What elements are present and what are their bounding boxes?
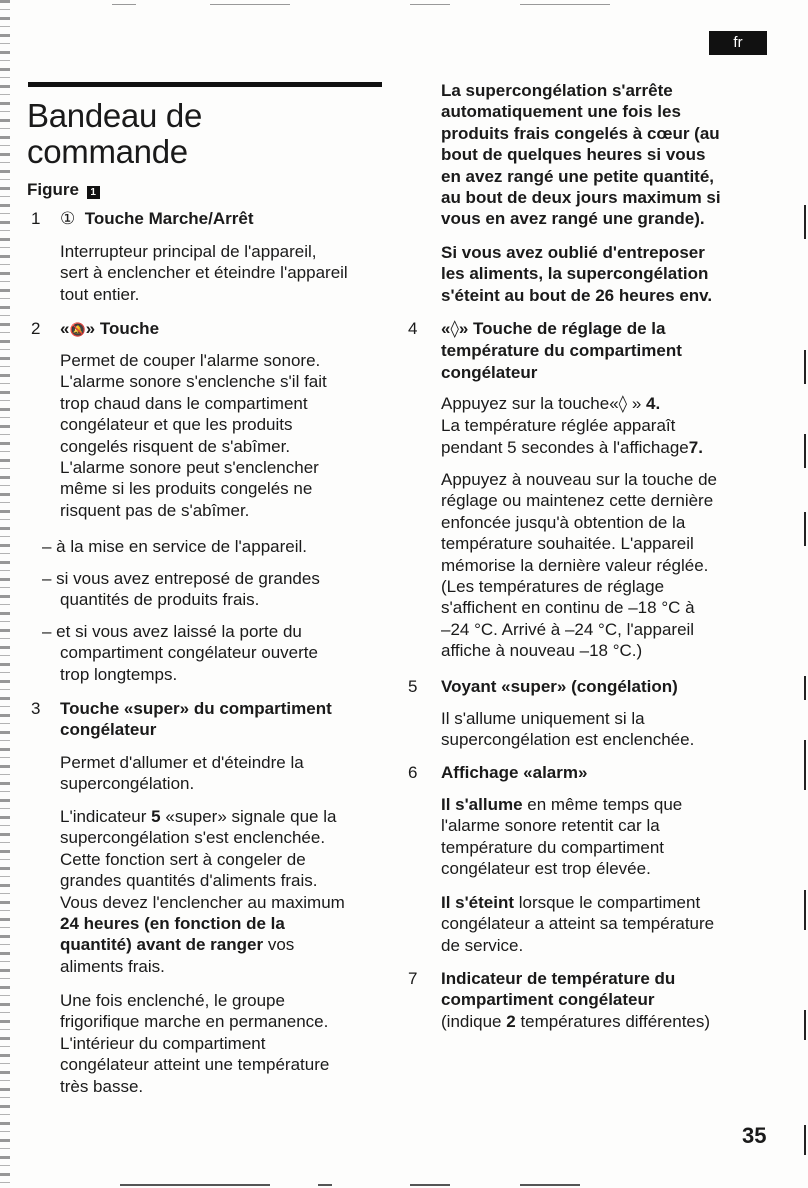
text-line: aliments frais.: [60, 956, 165, 976]
text-line: trop chaud dans le compartiment: [60, 393, 308, 413]
text-span: Il s'éteint: [441, 893, 515, 912]
text-line: congélateur a atteint sa température: [441, 914, 715, 934]
text-line: [441, 393, 703, 415]
supercongelation-note: [441, 80, 721, 230]
text-line: [60, 934, 345, 955]
scan-line: [804, 890, 806, 930]
text-line: Si vous avez oublié d'entreposer: [441, 243, 705, 262]
text-line: supercongélation s'est enclenchée.: [60, 828, 326, 848]
item-6-text-2: [441, 892, 714, 956]
scan-line: [804, 676, 806, 700]
text-line: Appuyez à nouveau sur la touche de: [441, 470, 717, 489]
item-1-text: [60, 241, 348, 305]
text-line: température du compartiment: [441, 341, 682, 361]
text-line: sert à enclencher et éteindre l'appareil: [60, 263, 348, 283]
text-line: Interrupteur principal de l'appareil,: [60, 242, 317, 261]
text-span: »: [631, 394, 642, 413]
figure-number-box: 1: [87, 186, 100, 199]
text-line: supercongélation.: [60, 774, 195, 794]
text-line: supercongélation est enclenchée.: [441, 730, 695, 750]
item-number: 7: [408, 969, 418, 988]
text-line: Indicateur de température du: [441, 969, 676, 988]
text-span: 5: [151, 807, 161, 826]
scan-edge: [0, 0, 10, 1188]
power-icon: ①: [60, 209, 76, 229]
bullet-item: [42, 536, 307, 557]
text-span: Il s'allume: [441, 795, 523, 814]
text-line: [60, 806, 345, 827]
item-3-heading: [60, 698, 332, 741]
scan-line: [804, 740, 806, 790]
text-line: (Les températures de réglage: [441, 577, 665, 597]
text-line: mémorise la dernière valeur réglée.: [441, 555, 709, 575]
quote-open: «: [441, 319, 451, 338]
temperature-set-icon: ◊: [618, 394, 628, 414]
text-line: congelés risquent de s'abîmer.: [60, 436, 291, 456]
text-line: –24 °C. Arrivé à –24 °C, l'appareil: [441, 619, 695, 639]
item-7-block: [441, 968, 710, 1032]
text-line: – et si vous avez laissé la porte du: [42, 622, 302, 641]
scan-mark: [410, 1184, 450, 1186]
text-line: tout entier.: [60, 284, 140, 304]
text-span: (indique: [441, 1011, 502, 1031]
text-line: très basse.: [60, 1076, 144, 1096]
text-span: températures différentes): [520, 1011, 711, 1031]
item-2-text: [60, 350, 327, 521]
item-number: 1: [31, 209, 41, 228]
text-line: Une fois enclenché, le groupe: [60, 991, 285, 1010]
item-3-text-2: [60, 806, 345, 977]
scan-mark: [520, 4, 610, 5]
text-line: [441, 318, 682, 340]
bullet-item: [42, 621, 318, 685]
scan-line: [804, 1125, 806, 1155]
scan-line: [804, 205, 806, 239]
text-line: congélateur atteint une température: [60, 1055, 330, 1075]
text-line: Touche «super» du compartiment: [60, 699, 332, 718]
section-rule: [28, 82, 382, 87]
item-number: 5: [408, 677, 418, 696]
text-line: L'intérieur du compartiment: [60, 1033, 266, 1053]
text-line: Il s'allume uniquement si la: [441, 709, 645, 728]
figure-reference: [27, 180, 100, 200]
language-badge: fr: [709, 31, 767, 55]
item-1-label: Touche Marche/Arrêt: [84, 209, 254, 228]
text-line: [441, 437, 703, 458]
scan-line: [804, 512, 806, 546]
text-line: température souhaitée. L'appareil: [441, 534, 694, 554]
text-span: L'indicateur: [60, 807, 147, 826]
text-span: quantité) avant de ranger: [60, 935, 264, 955]
scan-mark: [112, 4, 136, 5]
text-line: s'affichent en continu de –18 °C à: [441, 598, 695, 618]
text-span: 4.: [646, 394, 661, 413]
scan-mark: [120, 1184, 270, 1186]
scan-line: [804, 350, 806, 384]
item-5-heading: Voyant «super» (congélation): [441, 677, 678, 696]
text-line: [441, 892, 714, 913]
item-number: 3: [31, 699, 41, 718]
item-2-label: » Touche: [85, 319, 160, 338]
text-line: de service.: [441, 935, 524, 955]
text-line: – à la mise en service de l'appareil.: [42, 537, 307, 556]
text-line: bout de quelques heures si vous: [441, 145, 706, 165]
text-span: » Touche de réglage de la: [458, 319, 666, 338]
text-line: grandes quantités d'aliments frais.: [60, 871, 318, 891]
item-3-text-1: [60, 752, 304, 795]
scan-mark: [318, 1184, 332, 1186]
text-line: Permet de couper l'alarme sonore.: [60, 351, 321, 370]
page-title: [27, 98, 202, 170]
item-number: 2: [31, 319, 41, 338]
item-5-text: [441, 708, 694, 751]
text-span: vos: [267, 935, 295, 955]
text-line: La température réglée apparaît: [441, 416, 676, 436]
title-line-1: Bandeau de: [27, 97, 203, 134]
text-line: La supercongélation s'arrête: [441, 81, 673, 100]
scan-mark: [210, 4, 290, 5]
text-line: affiche à nouveau –18 °C.): [441, 641, 643, 661]
text-line: l'alarme sonore retentit car la: [441, 816, 660, 836]
text-line: Permet d'allumer et d'éteindre la: [60, 753, 304, 772]
text-line: vous en avez rangé une grande).: [441, 209, 705, 229]
text-line: [441, 1011, 710, 1032]
text-line: congélateur et que les produits: [60, 415, 293, 435]
text-line: Vous devez l'enclencher au maximum: [60, 892, 345, 912]
scan-mark: [520, 1184, 580, 1186]
title-line-2: commande: [27, 133, 188, 170]
text-span: 7.: [688, 437, 703, 457]
item-number: 6: [408, 763, 418, 782]
item-4-heading: [441, 318, 682, 383]
text-line: s'éteint au bout de 26 heures env.: [441, 285, 713, 305]
text-line: produits frais congelés à cœur (au: [441, 123, 720, 143]
text-line: température du compartiment: [441, 837, 664, 857]
quote-open: «: [60, 319, 70, 338]
text-line: quantités de produits frais.: [60, 590, 260, 610]
text-span: Appuyez sur la touche«: [441, 394, 619, 413]
page-number: 35: [742, 1123, 767, 1148]
text-line: compartiment congélateur: [441, 990, 655, 1010]
temperature-set-icon: ◊: [450, 319, 459, 339]
item-3-text-3: [60, 990, 329, 1097]
text-line: réglage ou maintenez cette dernière: [441, 491, 714, 511]
text-line: trop longtemps.: [60, 664, 178, 684]
scan-line: [804, 434, 806, 468]
text-line: au bout de deux jours maximum si: [441, 188, 721, 208]
item-4-text-1: [441, 393, 703, 458]
scan-mark: [410, 4, 450, 5]
text-line: frigorifique marche en permanence.: [60, 1012, 329, 1032]
text-span: en même temps que: [527, 795, 683, 814]
text-line: automatiquement une fois les: [441, 102, 681, 122]
text-span: 2: [506, 1011, 516, 1031]
text-line: L'alarme sonore s'enclenche s'il fait: [60, 372, 327, 392]
text-line: enfoncée jusqu'à obtention de la: [441, 512, 686, 532]
text-line: 24 heures (en fonction de la: [60, 914, 285, 934]
text-span: «super» signale que la: [165, 807, 337, 826]
text-line: compartiment congélateur ouverte: [60, 643, 318, 663]
text-line: congélateur: [60, 720, 157, 740]
text-line: les aliments, la supercongélation: [441, 264, 709, 284]
text-line: [441, 794, 682, 815]
figure-label: Figure: [27, 180, 79, 199]
bullet-item: [42, 568, 320, 611]
item-6-text-1: [441, 794, 682, 880]
item-4-text-2: [441, 469, 717, 662]
scan-line: [804, 1010, 806, 1040]
alarm-off-icon: 🔕: [69, 323, 86, 338]
forgot-note: [441, 242, 712, 306]
item-6-heading: Affichage «alarm»: [441, 763, 588, 782]
text-line: congélateur est trop élevée.: [441, 859, 651, 879]
text-span: lorsque le compartiment: [518, 893, 701, 912]
text-line: congélateur: [441, 362, 538, 382]
text-line: en avez rangé une petite quantité,: [441, 166, 715, 186]
item-1-heading: [60, 208, 253, 230]
text-line: L'alarme sonore peut s'enclencher: [60, 458, 319, 478]
text-line: Cette fonction sert à congeler de: [60, 849, 306, 869]
text-line: même si les produits congelés ne: [60, 479, 313, 499]
text-line: risquent pas de s'abîmer.: [60, 500, 250, 520]
item-number: 4: [408, 319, 418, 338]
text-span: pendant 5 secondes à l'affichage: [441, 437, 689, 457]
text-line: – si vous avez entreposé de grandes: [42, 569, 320, 588]
item-2-heading: [60, 318, 159, 341]
